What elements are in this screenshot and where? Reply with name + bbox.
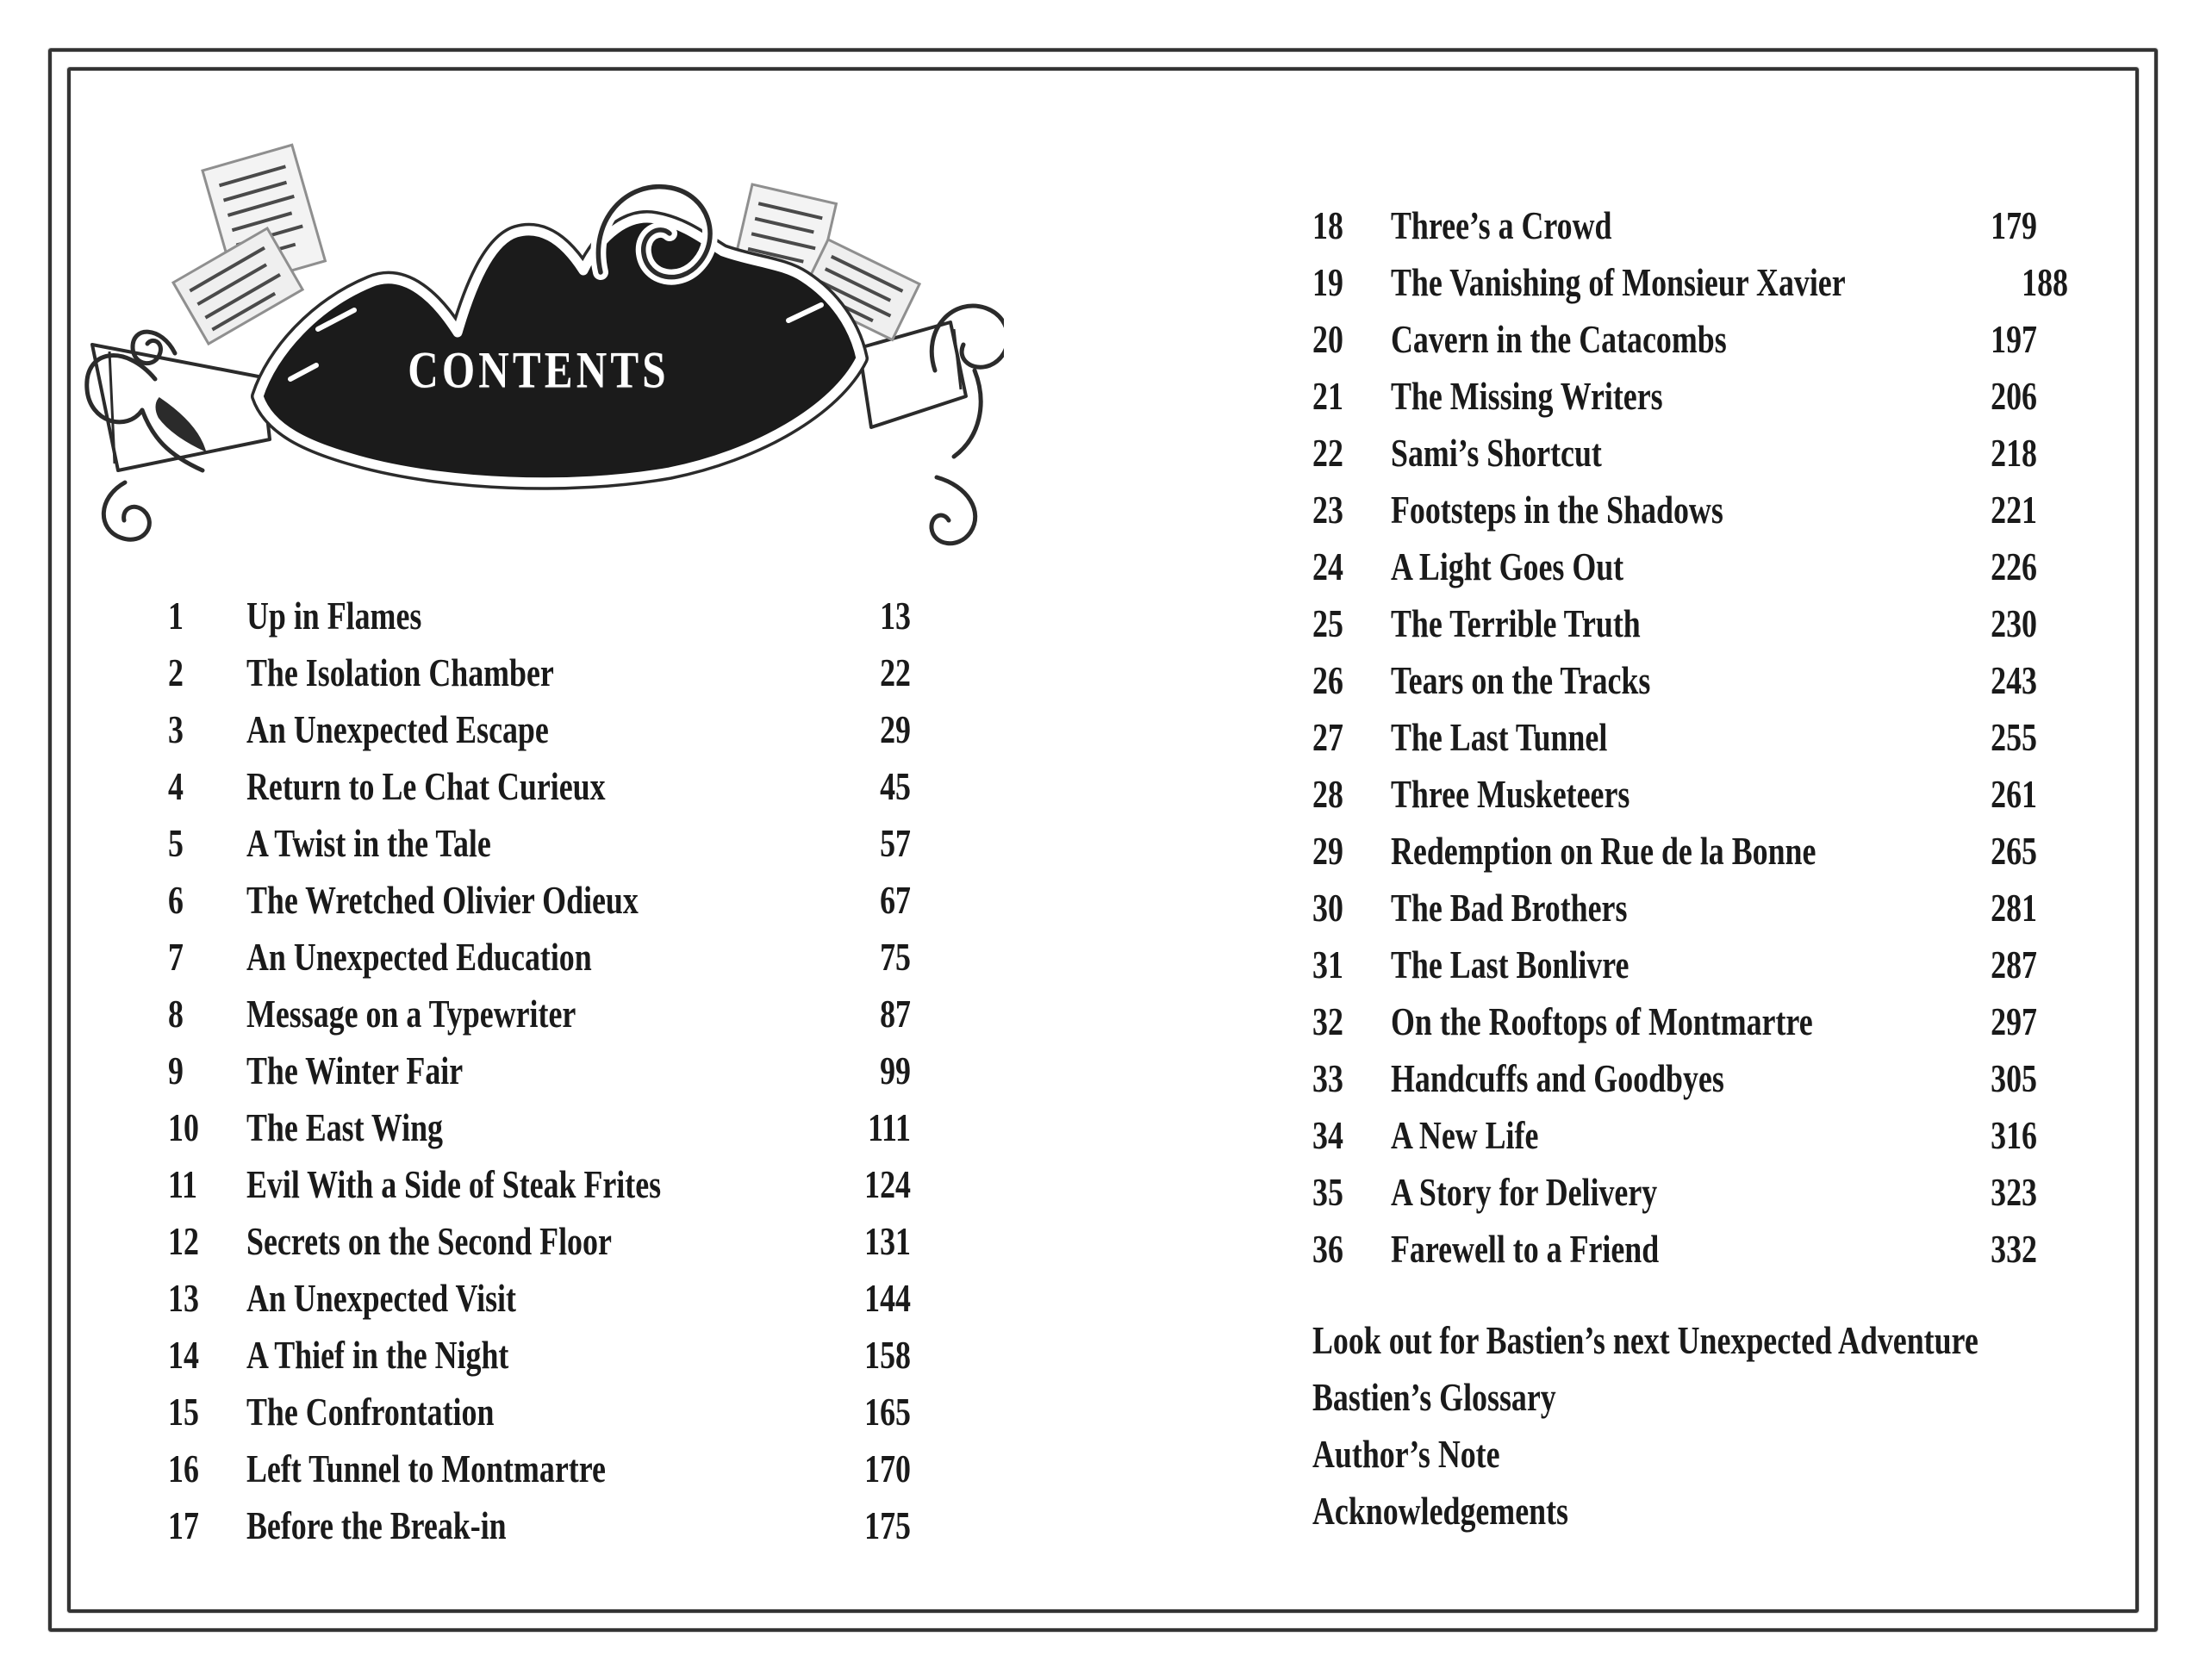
toc-entry-34 (1312, 1107, 2037, 1164)
chapter-title: The East Wing (246, 1105, 443, 1149)
toc-entry-14 (168, 1327, 911, 1384)
banner-illustration (73, 93, 1004, 576)
chapter-number: 14 (168, 1333, 199, 1377)
back-matter-item: Acknowledgements (1312, 1489, 1568, 1533)
toc-entry-15 (168, 1384, 911, 1440)
toc-entry-5 (168, 815, 911, 872)
chapter-number: 18 (1312, 203, 1343, 247)
banner-ribbon-left (92, 345, 270, 470)
chapter-page-number: 144 (864, 1276, 911, 1320)
contents-banner (73, 93, 1004, 576)
chapter-number: 29 (1312, 829, 1343, 873)
toc-entry-12 (168, 1213, 911, 1270)
toc-entry-4 (168, 758, 911, 815)
chapter-page-number: 188 (2022, 260, 2069, 304)
toc-entry-36 (1312, 1221, 2037, 1278)
toc-entry-1 (168, 588, 911, 644)
toc-entry-31 (1312, 936, 2037, 993)
chapter-page-number: 332 (1991, 1227, 2037, 1271)
toc-entry-16 (168, 1440, 911, 1497)
chapter-title: Evil With a Side of Steak Frites (246, 1162, 662, 1206)
chapter-page-number: 221 (1991, 488, 2037, 532)
chapter-number: 9 (168, 1048, 184, 1092)
chapter-title: A Story for Delivery (1391, 1170, 1658, 1214)
toc-entry-9 (168, 1042, 911, 1099)
chapter-page-number: 45 (880, 764, 911, 808)
chapter-number: 12 (168, 1219, 199, 1263)
chapter-page-number: 265 (1991, 829, 2037, 873)
chapter-title: The Terrible Truth (1391, 601, 1641, 645)
toc-entry-25 (1312, 595, 2037, 652)
chapter-title: A Light Goes Out (1391, 544, 1624, 588)
chapter-page-number: 179 (1991, 203, 2037, 247)
chapter-title: Three Musketeers (1391, 772, 1630, 816)
chapter-page-number: 218 (1991, 431, 2037, 475)
toc-entry-35 (1312, 1164, 2037, 1221)
back-matter-item: Author’s Note (1312, 1432, 1500, 1476)
chapter-page-number: 87 (880, 992, 911, 1036)
chapter-title: Message on a Typewriter (246, 992, 576, 1036)
chapter-title: A Twist in the Tale (246, 821, 491, 865)
chapter-title: Secrets on the Second Floor (246, 1219, 612, 1263)
chapter-page-number: 316 (1991, 1113, 2037, 1157)
chapter-page-number: 165 (864, 1390, 911, 1434)
chapter-page-number: 255 (1991, 715, 2037, 759)
chapter-title: A Thief in the Night (246, 1333, 509, 1377)
chapter-page-number: 261 (1991, 772, 2037, 816)
chapter-page-number: 57 (880, 821, 911, 865)
back-matter-item: Look out for Bastien’s next Unexpected Adventure (1312, 1318, 1979, 1362)
chapter-title: Up in Flames (246, 594, 422, 638)
toc-entry-27 (1312, 709, 2037, 766)
chapter-page-number: 297 (1991, 999, 2037, 1043)
chapter-number: 31 (1312, 943, 1343, 986)
toc-entry-23 (1312, 482, 2037, 538)
chapter-page-number: 323 (1991, 1170, 2037, 1214)
toc-entry-22 (1312, 425, 2037, 482)
chapter-number: 25 (1312, 601, 1343, 645)
chapter-number: 22 (1312, 431, 1343, 475)
toc-entry-26 (1312, 652, 2037, 709)
chapter-page-number: 67 (880, 878, 911, 922)
page-title: CONTENTS (408, 341, 670, 399)
chapter-number: 16 (168, 1447, 199, 1490)
chapter-title: The Isolation Chamber (246, 650, 554, 694)
toc-column-left (168, 588, 911, 1554)
chapter-number: 24 (1312, 544, 1343, 588)
chapter-title: Footsteps in the Shadows (1391, 488, 1723, 532)
toc-entry-19 (1312, 254, 2069, 311)
chapter-title: Return to Le Chat Curieux (246, 764, 606, 808)
chapter-title: Before the Break-in (246, 1503, 507, 1547)
toc-entry-3 (168, 701, 911, 758)
toc-entry-10 (168, 1099, 911, 1156)
toc-entry-8 (168, 986, 911, 1042)
toc-entry-32 (1312, 993, 2037, 1050)
chapter-title: Three’s a Crowd (1391, 203, 1612, 247)
chapter-page-number: 13 (880, 594, 911, 638)
chapter-page-number: 111 (868, 1105, 911, 1149)
chapter-number: 1 (168, 594, 184, 638)
chapter-page-number: 281 (1991, 886, 2037, 930)
chapter-title: Farewell to a Friend (1391, 1227, 1660, 1271)
chapter-title: The Bad Brothers (1391, 886, 1628, 930)
chapter-page-number: 206 (1991, 374, 2037, 418)
chapter-title: An Unexpected Education (246, 935, 592, 979)
chapter-number: 17 (168, 1503, 199, 1547)
chapter-page-number: 124 (864, 1162, 911, 1206)
chapter-number: 33 (1312, 1056, 1343, 1100)
chapter-number: 30 (1312, 886, 1343, 930)
chapter-title: Tears on the Tracks (1391, 658, 1651, 702)
toc-entry-29 (1312, 823, 2037, 880)
toc-entry-7 (168, 929, 911, 986)
toc-entry-28 (1312, 766, 2037, 823)
chapter-title: The Winter Fair (246, 1048, 464, 1092)
chapter-number: 34 (1312, 1113, 1343, 1157)
chapter-number: 5 (168, 821, 184, 865)
chapter-number: 19 (1312, 260, 1343, 304)
chapter-number: 7 (168, 935, 184, 979)
chapter-number: 8 (168, 992, 184, 1036)
chapter-page-number: 22 (880, 650, 911, 694)
toc-entry-2 (168, 644, 911, 701)
chapter-title: Redemption on Rue de la Bonne (1391, 829, 1817, 873)
chapter-page-number: 197 (1991, 317, 2037, 361)
chapter-title: Cavern in the Catacombs (1391, 317, 1727, 361)
chapter-number: 35 (1312, 1170, 1343, 1214)
chapter-title: A New Life (1391, 1113, 1539, 1157)
chapter-title: The Confrontation (246, 1390, 495, 1434)
toc-entry-33 (1312, 1050, 2037, 1107)
chapter-title: The Vanishing of Monsieur Xavier (1391, 260, 1846, 304)
chapter-number: 21 (1312, 374, 1343, 418)
chapter-number: 23 (1312, 488, 1343, 532)
toc-entry-20 (1312, 311, 2037, 368)
chapter-page-number: 226 (1991, 544, 2037, 588)
chapter-number: 26 (1312, 658, 1343, 702)
chapter-number: 20 (1312, 317, 1343, 361)
back-matter-list (1312, 1312, 2114, 1540)
chapter-title: The Last Bonlivre (1391, 943, 1630, 986)
toc-entry-18 (1312, 197, 2037, 254)
toc-entry-11 (168, 1156, 911, 1213)
chapter-number: 6 (168, 878, 184, 922)
chapter-number: 36 (1312, 1227, 1343, 1271)
toc-entry-13 (168, 1270, 911, 1327)
toc-entry-17 (168, 1497, 911, 1554)
toc-column-right (1312, 197, 2069, 1278)
chapter-number: 10 (168, 1105, 199, 1149)
chapter-page-number: 29 (880, 707, 911, 751)
chapter-number: 11 (168, 1162, 197, 1206)
chapter-title: The Wretched Olivier Odieux (246, 878, 639, 922)
chapter-title: On the Rooftops of Montmartre (1391, 999, 1813, 1043)
chapter-page-number: 305 (1991, 1056, 2037, 1100)
chapter-page-number: 287 (1991, 943, 2037, 986)
chapter-title: Sami’s Shortcut (1391, 431, 1602, 475)
toc-entry-6 (168, 872, 911, 929)
back-matter-item: Bastien’s Glossary (1312, 1375, 1556, 1419)
chapter-title: The Last Tunnel (1391, 715, 1608, 759)
chapter-title: The Missing Writers (1391, 374, 1663, 418)
chapter-number: 13 (168, 1276, 199, 1320)
chapter-page-number: 170 (864, 1447, 911, 1490)
chapter-number: 32 (1312, 999, 1343, 1043)
chapter-title: Handcuffs and Goodbyes (1391, 1056, 1724, 1100)
chapter-page-number: 230 (1991, 601, 2037, 645)
banner-ribbon-right (859, 322, 966, 427)
chapter-number: 27 (1312, 715, 1343, 759)
chapter-number: 4 (168, 764, 184, 808)
toc-entry-21 (1312, 368, 2037, 425)
chapter-page-number: 99 (880, 1048, 911, 1092)
chapter-page-number: 131 (864, 1219, 911, 1263)
chapter-number: 3 (168, 707, 184, 751)
chapter-page-number: 158 (864, 1333, 911, 1377)
toc-entry-24 (1312, 538, 2037, 595)
chapter-title: Left Tunnel to Montmartre (246, 1447, 606, 1490)
chapter-number: 15 (168, 1390, 199, 1434)
chapter-page-number: 75 (880, 935, 911, 979)
chapter-page-number: 243 (1991, 658, 2037, 702)
chapter-title: An Unexpected Escape (246, 707, 549, 751)
chapter-page-number: 175 (864, 1503, 911, 1547)
toc-entry-30 (1312, 880, 2037, 936)
chapter-number: 28 (1312, 772, 1343, 816)
chapter-number: 2 (168, 650, 184, 694)
chapter-title: An Unexpected Visit (246, 1276, 516, 1320)
